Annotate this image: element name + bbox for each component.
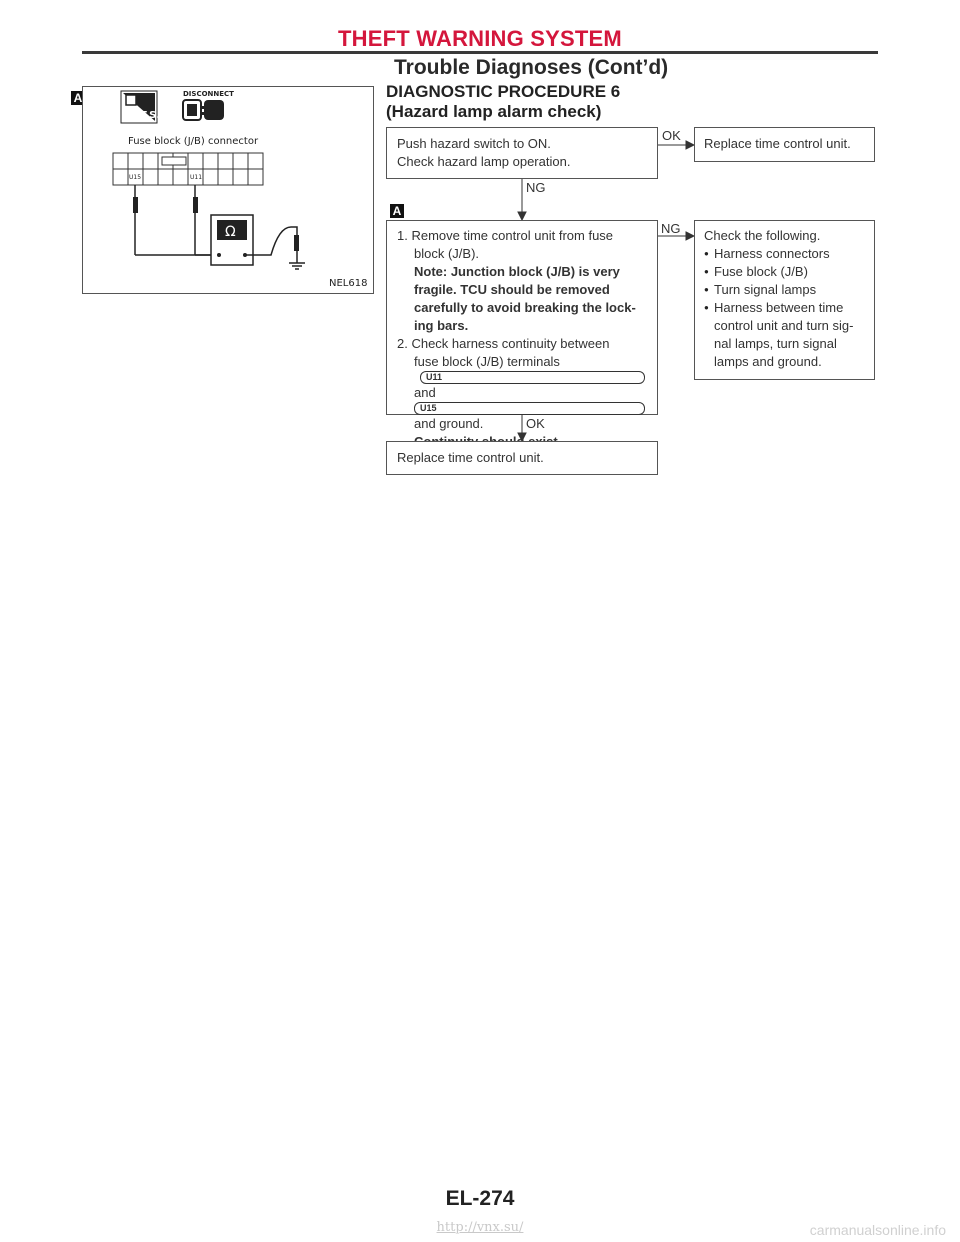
terminal-u15-label: U15 xyxy=(129,174,142,181)
replace-tcu-text-1: Replace time control unit. xyxy=(704,136,851,151)
procedure-title-line2: (Hazard lamp alarm check) xyxy=(386,102,602,121)
terminal-u11-badge: U11 xyxy=(420,371,645,384)
bullet-icon: ● xyxy=(704,267,709,276)
start-ng-label: NG xyxy=(526,180,546,195)
terminal-u15-badge: U15 xyxy=(414,402,645,415)
check-item: ● Harness between time control unit and turn sig- nal lamps, turn signal lamps and ground. xyxy=(704,300,854,369)
step2-line9: U15 and ground. xyxy=(397,402,647,433)
replace-tcu-text-2: Replace time control unit. xyxy=(397,450,544,465)
watermark: carmanualsonline.info xyxy=(809,1222,946,1238)
footer-link[interactable]: http://vnx.su/ xyxy=(436,1220,524,1235)
step2-ok-label: OK xyxy=(526,416,545,431)
section-title: THEFT WARNING SYSTEM xyxy=(338,26,622,51)
ohm-symbol: Ω xyxy=(225,224,236,240)
check-following-box xyxy=(694,220,875,380)
bullet-icon: ● xyxy=(704,285,709,294)
step2-line7: 2. Check harness continuity between xyxy=(397,336,610,351)
figure-id: NEL618 xyxy=(329,278,368,289)
start-line2: Check hazard lamp operation. xyxy=(397,154,571,169)
step2-line2: block (J/B). xyxy=(414,246,480,261)
step2-note-line2: fragile. TCU should be removed xyxy=(414,282,610,297)
replace-tcu-box-1 xyxy=(694,127,875,162)
page-number: EL-274 xyxy=(445,1187,515,1210)
step2-line1: 1. Remove time control unit from fuse xyxy=(397,228,614,243)
connector-label: Fuse block (J/B) connector xyxy=(128,136,259,147)
step2-note-line4: ing bars. xyxy=(414,318,469,333)
check-title: Check the following. xyxy=(704,228,821,243)
step2-line8: fuse block (J/B) terminals U11 and xyxy=(397,353,647,402)
step2-note-line3: carefully to avoid breaking the lock- xyxy=(414,300,636,315)
check-item: ● Turn signal lamps xyxy=(704,282,817,297)
check-item: ● Fuse block (J/B) xyxy=(704,264,808,279)
start-check-box xyxy=(386,127,658,179)
bullet-icon: ● xyxy=(704,303,709,312)
step2-note-line1: Note: Junction block (J/B) is very xyxy=(414,264,620,279)
procedure-title-line1: DIAGNOSTIC PROCEDURE 6 xyxy=(386,82,621,101)
figure-marker-a: A xyxy=(71,91,85,105)
page-heading: Trouble Diagnoses (Cont’d) xyxy=(394,56,669,79)
check-item: ● Harness connectors xyxy=(704,246,830,261)
replace-tcu-box-2 xyxy=(386,441,658,475)
flow-marker-a: A xyxy=(390,204,404,218)
start-line1: Push hazard switch to ON. xyxy=(397,136,551,151)
ts-label: T.S. xyxy=(140,110,161,121)
bullet-icon: ● xyxy=(704,249,709,258)
disconnect-label: DISCONNECT xyxy=(183,90,234,98)
start-ok-label: OK xyxy=(662,128,681,143)
terminal-u11-label: U11 xyxy=(190,174,203,181)
step2-ng-label: NG xyxy=(661,221,681,236)
